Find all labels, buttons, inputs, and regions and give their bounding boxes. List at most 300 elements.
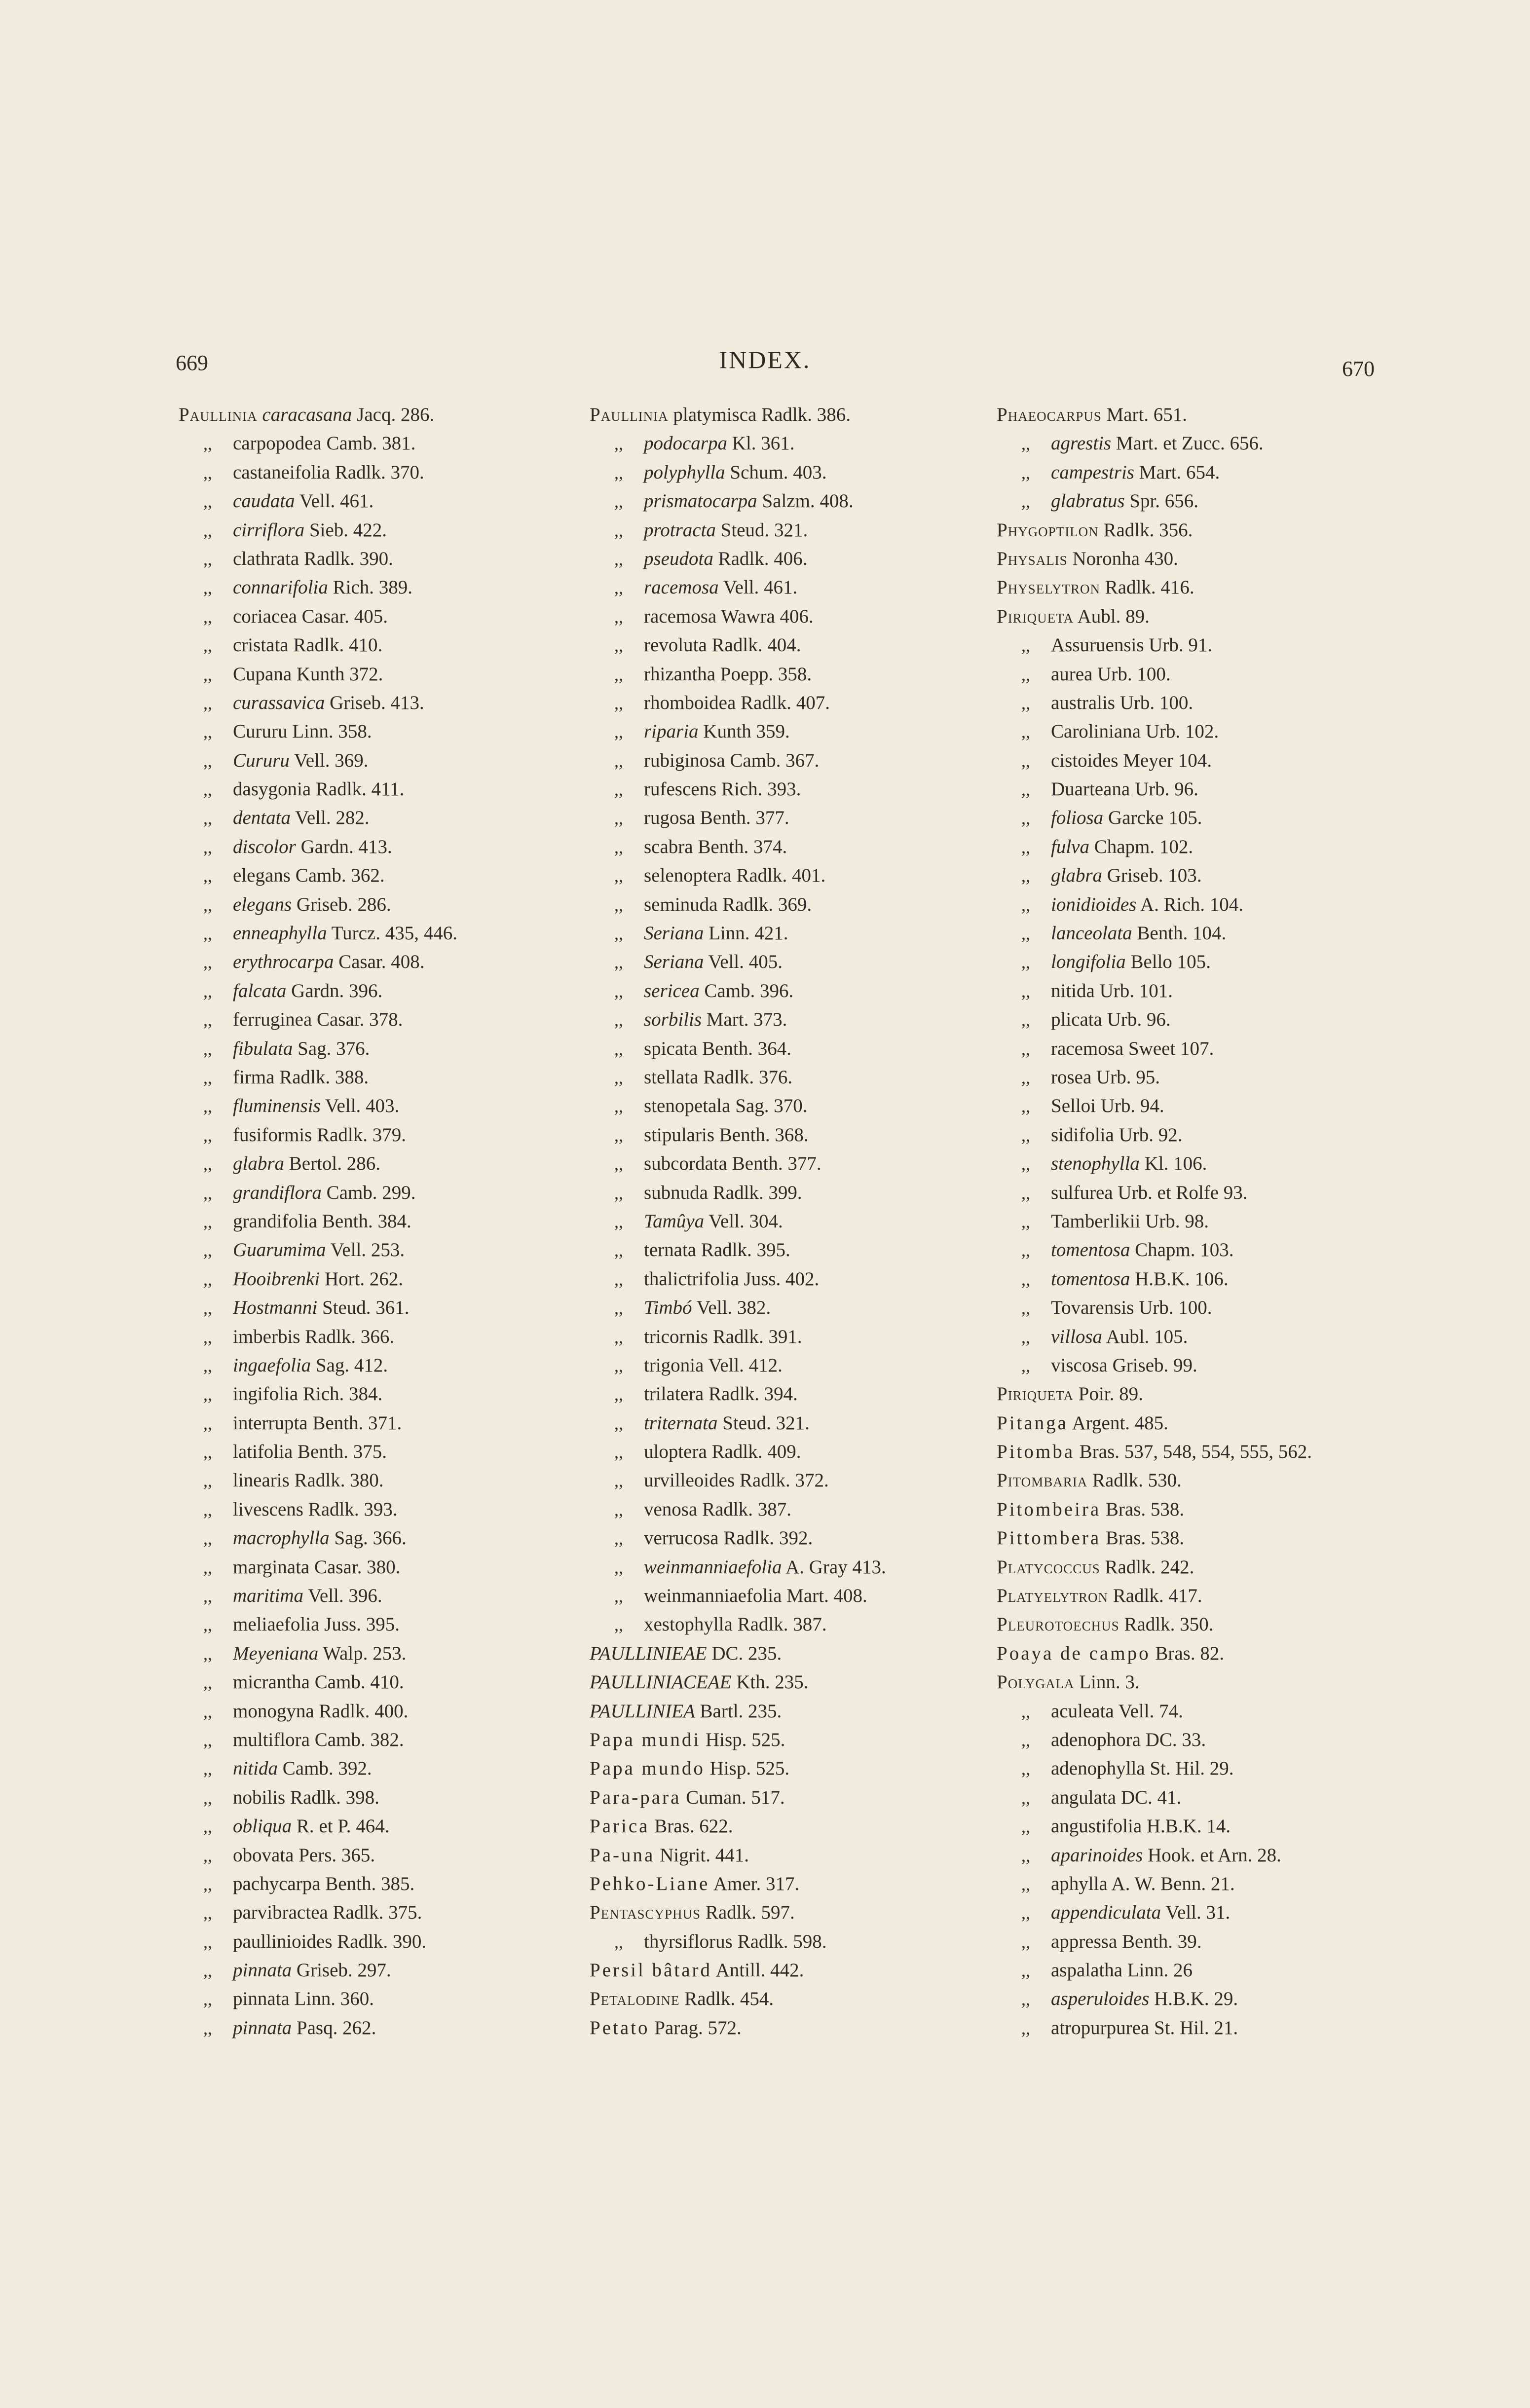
ditto-mark: ,, (203, 1787, 212, 1808)
index-entry (179, 1956, 623, 1985)
entry-name: verrucosa (644, 1527, 719, 1549)
index-entry (590, 545, 1034, 573)
ditto-mark: ,, (1021, 1240, 1030, 1260)
ditto-mark: ,, (203, 635, 212, 656)
entry-reference: Camb. 410. (314, 1671, 404, 1693)
index-entry (179, 1870, 623, 1898)
entry-name: Pittombera (997, 1527, 1101, 1549)
ditto-mark: ,, (614, 1269, 623, 1289)
index-entry (179, 1207, 623, 1236)
ditto-mark: ,, (1021, 1931, 1030, 1952)
entry-name: Persil bâtard (590, 1960, 712, 1981)
ditto-mark: ,, (203, 1903, 212, 1923)
entry-reference: A. Gray 413. (785, 1556, 886, 1578)
index-entry (590, 833, 1034, 861)
entry-name: cirriflora (233, 519, 305, 541)
ditto-mark: ,, (203, 837, 212, 857)
ditto-mark: ,, (614, 1298, 623, 1318)
ditto-mark: ,, (1021, 635, 1030, 656)
entry-name: polyphylla (644, 461, 725, 483)
index-entry (179, 1438, 623, 1466)
entry-name: clathrata (233, 548, 299, 569)
ditto-mark: ,, (614, 664, 623, 684)
index-entry (590, 1668, 1034, 1697)
index-entry (997, 1092, 1441, 1120)
index-entry (590, 1610, 1034, 1639)
entry-name: Tamûya (644, 1210, 705, 1232)
ditto-mark: ,, (614, 722, 623, 742)
entry-name: Seriana (644, 923, 704, 944)
entry-reference: Vell. 382. (696, 1297, 771, 1319)
genus-name: Pentascyphus (590, 1902, 701, 1924)
ditto-mark: ,, (1021, 1730, 1030, 1750)
entry-reference: Hisp. 525. (709, 1758, 790, 1779)
index-entry (997, 1610, 1441, 1639)
entry-reference: A. W. Benn. 21. (1111, 1873, 1235, 1894)
index-entry (590, 689, 1034, 717)
entry-reference: Bras. 622. (654, 1815, 733, 1837)
entry-name: ingifolia (233, 1383, 299, 1405)
ditto-mark: ,, (614, 606, 623, 627)
entry-reference: Urb. 92. (1119, 1124, 1183, 1146)
index-entry (997, 775, 1441, 804)
ditto-mark: ,, (614, 1067, 623, 1087)
ditto-mark: ,, (203, 2018, 212, 2038)
index-entry (179, 977, 623, 1005)
index-entry (997, 689, 1441, 717)
ditto-mark: ,, (203, 1557, 212, 1577)
entry-reference: Rich. 393. (721, 778, 801, 800)
index-entry (997, 1409, 1441, 1438)
genus-name: Piriqueta (997, 605, 1074, 627)
ditto-mark: ,, (203, 462, 212, 482)
entry-reference: Camb. 367. (730, 749, 820, 771)
ditto-mark: ,, (1021, 664, 1030, 684)
entry-reference: Griseb. 99. (1112, 1354, 1197, 1376)
entry-reference: A. Rich. 104. (1140, 893, 1244, 915)
ditto-mark: ,, (614, 1211, 623, 1231)
ditto-mark: ,, (614, 549, 623, 569)
entry-name: paullinioides (233, 1930, 333, 1952)
entry-reference: Radlk. 399. (712, 1182, 802, 1203)
index-entry (179, 919, 623, 948)
index-entry (997, 833, 1441, 861)
entry-name: racemosa (1051, 1037, 1124, 1059)
page-title: INDEX. (719, 346, 811, 373)
entry-reference: Griseb. 286. (296, 893, 391, 915)
entry-name: glabra (233, 1153, 285, 1175)
entry-reference: Radlk. 370. (335, 461, 424, 483)
index-entry (997, 1207, 1441, 1236)
entry-name: rufescens (644, 778, 717, 800)
entry-name: ingaefolia (233, 1354, 311, 1376)
entry-name: aculeata (1051, 1700, 1114, 1722)
entry-reference: Cuman. 517. (686, 1786, 785, 1808)
index-entry (997, 746, 1441, 775)
index-entry (997, 1783, 1441, 1812)
entry-name: Pitombeira (997, 1498, 1101, 1520)
entry-reference: Radlk. 598. (737, 1930, 827, 1952)
genus-name: Physalis (997, 548, 1068, 569)
index-entry (997, 1956, 1441, 1985)
ditto-mark: ,, (614, 1327, 623, 1347)
ditto-mark: ,, (203, 1269, 212, 1289)
index-entry (590, 775, 1034, 804)
index-entry (997, 660, 1441, 689)
index-entry (179, 1985, 623, 2013)
ditto-mark: ,, (203, 1298, 212, 1318)
ditto-mark: ,, (1021, 1269, 1030, 1289)
entry-reference: Urb. 102. (1145, 721, 1219, 742)
index-entry (179, 861, 623, 890)
entry-reference: Benth. 374. (698, 836, 787, 857)
ditto-mark: ,, (203, 549, 212, 569)
entry-reference: Meyer 104. (1123, 749, 1212, 771)
ditto-mark: ,, (614, 1471, 623, 1491)
index-entry (997, 804, 1441, 832)
entry-reference: Radlk. 394. (709, 1383, 798, 1405)
entry-name: riparia (644, 721, 699, 742)
entry-name: nitida (233, 1758, 278, 1779)
entry-name: fibulata (233, 1037, 293, 1059)
entry-name: obliqua (233, 1815, 292, 1837)
entry-reference: Jacq. 286. (357, 404, 435, 425)
ditto-mark: ,, (203, 894, 212, 915)
entry-reference: Vell. 412. (708, 1354, 783, 1376)
entry-name: longifolia (1051, 951, 1126, 973)
index-entry (179, 1610, 623, 1639)
entry-name: rugosa (644, 807, 695, 829)
ditto-mark: ,, (1021, 1183, 1030, 1203)
index-entry (590, 1323, 1034, 1351)
index-entry (590, 458, 1034, 487)
entry-name: Cupana (233, 663, 292, 685)
entry-reference: Radlk. 597. (705, 1902, 795, 1924)
ditto-mark: ,, (203, 1759, 212, 1779)
entry-reference: Juss. 395. (324, 1614, 400, 1635)
index-entry (179, 804, 623, 832)
ditto-mark: ,, (203, 1413, 212, 1433)
entry-reference: Vell. 31. (1165, 1902, 1231, 1924)
entry-name: plicata (1051, 1009, 1102, 1031)
entry-name: glabratus (1051, 490, 1125, 512)
ditto-mark: ,, (203, 924, 212, 944)
entry-name: rubiginosa (644, 749, 725, 771)
ditto-mark: ,, (203, 952, 212, 972)
index-entry (179, 1149, 623, 1178)
entry-name: xestophylla (644, 1614, 733, 1635)
index-entry (590, 1495, 1034, 1524)
entry-reference: Casar. 380. (314, 1556, 401, 1578)
entry-name: monogyna (233, 1700, 314, 1722)
entry-name: ferruginea (233, 1009, 312, 1031)
entry-name: livescens (233, 1498, 303, 1520)
entry-reference: Griseb. 413. (330, 692, 424, 713)
entry-name: cistoides (1051, 749, 1119, 771)
entry-reference: Salzm. 408. (762, 490, 854, 512)
ditto-mark: ,, (614, 1183, 623, 1203)
entry-name: aphylla (1051, 1873, 1108, 1894)
entry-reference: Turcz. 435, 446. (331, 923, 457, 944)
ditto-mark: ,, (203, 1615, 212, 1635)
index-entry (179, 775, 623, 804)
ditto-mark: ,, (203, 1067, 212, 1087)
entry-reference: Benth. 384. (322, 1210, 411, 1232)
ditto-mark: ,, (203, 520, 212, 540)
entry-reference: Kunth 372. (296, 663, 383, 685)
ditto-mark: ,, (1021, 779, 1030, 800)
index-entry (179, 1553, 623, 1582)
index-entry (179, 1005, 623, 1034)
entry-reference: R. et P. 464. (296, 1815, 390, 1837)
index-entry (590, 1092, 1034, 1120)
entry-name: australis (1051, 692, 1115, 713)
entry-reference: DC. 235. (711, 1642, 782, 1664)
ditto-mark: ,, (203, 1038, 212, 1059)
ditto-mark: ,, (203, 606, 212, 627)
index-entry (179, 1323, 623, 1351)
index-entry (590, 516, 1034, 545)
entry-name: stenopetala (644, 1095, 731, 1117)
entry-reference: Griseb. 297. (296, 1960, 391, 1981)
ditto-mark: ,, (614, 1413, 623, 1433)
entry-reference: Vell. 396. (308, 1585, 382, 1607)
index-entry (179, 1582, 623, 1610)
entry-reference: Benth. 377. (732, 1153, 821, 1175)
entry-name: scabra (644, 836, 693, 857)
entry-name: seminuda (644, 893, 718, 915)
entry-reference: Gardn. 396. (291, 980, 383, 1001)
ditto-mark: ,, (614, 1528, 623, 1549)
ditto-mark: ,, (1021, 1327, 1030, 1347)
entry-reference: Camb. 392. (282, 1758, 372, 1779)
ditto-mark: ,, (1021, 434, 1030, 454)
index-entry (997, 487, 1441, 516)
entry-reference: Radlk. 404. (711, 634, 801, 656)
ditto-mark: ,, (203, 1730, 212, 1750)
index-entry (997, 1985, 1441, 2013)
entry-reference: Pasq. 262. (296, 2017, 376, 2038)
entry-name: adenophora (1051, 1729, 1141, 1750)
entry-name: discolor (233, 836, 296, 857)
ditto-mark: ,, (1021, 924, 1030, 944)
entry-reference: Radlk. 388. (279, 1066, 369, 1088)
ditto-mark: ,, (614, 1931, 623, 1952)
ditto-mark: ,, (203, 491, 212, 512)
entry-reference: Radlk. 369. (722, 893, 812, 915)
ditto-mark: ,, (203, 1989, 212, 2009)
genus-name: Paullinia (590, 404, 669, 425)
entry-reference: Camb. 362. (295, 865, 385, 887)
entry-name: coriacea (233, 605, 297, 627)
ditto-mark: ,, (203, 434, 212, 454)
entry-name: Assuruensis (1051, 634, 1144, 656)
ditto-mark: ,, (1021, 1816, 1030, 1837)
entry-name: maritima (233, 1585, 304, 1607)
entry-reference: Vell. 461. (723, 577, 798, 598)
genus-name: Physelytron (997, 577, 1100, 598)
entry-name: venosa (644, 1498, 698, 1520)
entry-reference: Rich. 384. (302, 1383, 383, 1405)
entry-name: nitida (1051, 980, 1095, 1001)
entry-name: tomentosa (1051, 1239, 1130, 1261)
index-entry (590, 1985, 1034, 2013)
entry-name: fusiformis (233, 1124, 312, 1146)
entry-reference: Poepp. 358. (720, 663, 812, 685)
index-entry (590, 573, 1034, 602)
index-entry (997, 631, 1441, 660)
entry-reference: Urb. 100. (1097, 663, 1171, 685)
entry-reference: Bertol. 286. (289, 1153, 380, 1175)
index-entry (179, 401, 623, 429)
entry-name: Pitanga (997, 1412, 1068, 1434)
entry-reference: Radlk. 393. (308, 1498, 398, 1520)
entry-name: fluminensis (233, 1095, 321, 1117)
entry-reference: Radlk. 411. (315, 778, 405, 800)
index-entry (590, 746, 1034, 775)
entry-name: connarifolia (233, 577, 328, 598)
index-entry (179, 1380, 623, 1408)
ditto-mark: ,, (203, 1528, 212, 1549)
entry-name: sulfurea (1051, 1182, 1113, 1203)
index-entry (997, 1668, 1441, 1697)
entry-reference: Casar. 405. (301, 605, 388, 627)
entry-reference: Vell. 403. (325, 1095, 400, 1117)
entry-reference: Rich. 389. (333, 577, 413, 598)
entry-name: rhizantha (644, 663, 716, 685)
entry-reference: Radlk. 387. (737, 1614, 827, 1635)
genus-name: Polygala (997, 1671, 1075, 1693)
ditto-mark: ,, (1021, 1355, 1030, 1375)
entry-reference: Urb. 100. (1120, 692, 1194, 713)
ditto-mark: ,, (203, 1355, 212, 1375)
ditto-mark: ,, (1021, 462, 1030, 482)
index-entry (179, 1466, 623, 1495)
ditto-mark: ,, (614, 1384, 623, 1405)
entry-reference: Radlk. 387. (702, 1498, 791, 1520)
index-entry (590, 804, 1034, 832)
index-entry (997, 516, 1441, 545)
genus-name: Phaeocarpus (997, 404, 1102, 425)
entry-name: imberbis (233, 1326, 300, 1347)
entry-reference: St. Hil. 29. (1150, 1758, 1234, 1779)
index-entry (590, 1179, 1034, 1207)
entry-reference: Vell. 74. (1118, 1700, 1183, 1722)
ditto-mark: ,, (1021, 837, 1030, 857)
genus-name: Platyelytron (997, 1585, 1108, 1607)
index-entry (997, 1927, 1441, 1956)
index-entry (997, 2014, 1441, 2042)
entry-reference: Hisp. 525. (705, 1729, 785, 1750)
entry-reference: Radlk. 407. (741, 692, 830, 713)
entry-name: platymisca (673, 404, 757, 425)
ditto-mark: ,, (614, 635, 623, 656)
entry-reference: Vell. 369. (294, 749, 369, 771)
index-entry (179, 1726, 623, 1754)
entry-reference: Radlk. 400. (319, 1700, 409, 1722)
entry-reference: Radlk. 366. (305, 1326, 395, 1347)
entry-name: pinnata (233, 2017, 292, 2038)
ditto-mark: ,, (1021, 1211, 1030, 1231)
entry-reference: Benth. 104. (1137, 923, 1227, 944)
index-entry (590, 1005, 1034, 1034)
ditto-mark: ,, (614, 693, 623, 713)
entry-name: caudata (233, 490, 295, 512)
entry-name: Hostmanni (233, 1297, 318, 1319)
entry-reference: Radlk. 386. (761, 404, 851, 425)
entry-name: parvibractea (233, 1902, 328, 1924)
index-entry (179, 1524, 623, 1553)
entry-reference: Juss. 402. (744, 1268, 820, 1290)
entry-name: micrantha (233, 1671, 310, 1693)
entry-reference: Bras. 538. (1105, 1527, 1185, 1549)
index-entry (590, 977, 1034, 1005)
entry-reference: Mart. 373. (706, 1009, 787, 1031)
entry-name: grandifolia (233, 1210, 318, 1232)
entry-name: pachycarpa (233, 1873, 321, 1894)
ditto-mark: ,, (1021, 1759, 1030, 1779)
ditto-mark: ,, (1021, 1010, 1030, 1030)
entry-reference: Camb. 381. (326, 433, 416, 454)
entry-reference: Argent. 485. (1072, 1412, 1168, 1434)
ditto-mark: ,, (1021, 894, 1030, 915)
ditto-mark: ,, (614, 1586, 623, 1606)
ditto-mark: ,, (614, 578, 623, 598)
entry-name: Timbó (644, 1297, 692, 1319)
entry-reference: Kl. 361. (732, 433, 795, 454)
entry-reference: Camb. 396. (704, 980, 794, 1001)
entry-reference: Radlk. 398. (290, 1786, 379, 1808)
ditto-mark: ,, (614, 1096, 623, 1116)
entry-name: sidifolia (1051, 1124, 1114, 1146)
entry-reference: H.B.K. 106. (1135, 1268, 1229, 1290)
index-entry (997, 1149, 1441, 1178)
index-entry (179, 1409, 623, 1438)
index-entry (590, 1438, 1034, 1466)
entry-name: sorbilis (644, 1009, 702, 1031)
index-entry (590, 948, 1034, 976)
entry-reference: Poir. 89. (1078, 1383, 1143, 1405)
index-entry (997, 1265, 1441, 1294)
entry-reference: Kl. 106. (1144, 1153, 1207, 1175)
entry-reference: Mart. 654. (1139, 461, 1220, 483)
genus-name: Petalodine (590, 1988, 680, 2010)
ditto-mark: ,, (614, 1240, 623, 1260)
entry-reference: Hort. 262. (324, 1268, 404, 1290)
index-entry (179, 1783, 623, 1812)
entry-reference: Steud. 361. (322, 1297, 410, 1319)
index-entry (590, 487, 1034, 516)
ditto-mark: ,, (614, 1442, 623, 1462)
index-column-2 (590, 401, 1034, 2042)
entry-reference: Bello 105. (1130, 951, 1211, 973)
entry-reference: Spr. 656. (1129, 490, 1199, 512)
index-entry (590, 1956, 1034, 1985)
entry-name: Hooibrenki (233, 1268, 320, 1290)
index-entry (590, 660, 1034, 689)
index-entry (590, 1582, 1034, 1610)
entry-name: atropurpurea (1051, 2017, 1150, 2038)
index-column-3 (997, 401, 1441, 2042)
index-entry (179, 1351, 623, 1380)
entry-reference: Benth. 371. (312, 1412, 402, 1434)
entry-reference: Urb. et Rolfe 93. (1118, 1182, 1248, 1203)
ditto-mark: ,, (203, 1471, 212, 1491)
entry-name: villosa (1051, 1326, 1102, 1347)
entry-name: enneaphylla (233, 923, 327, 944)
ditto-mark: ,, (1021, 722, 1030, 742)
index-entry (997, 1553, 1441, 1582)
